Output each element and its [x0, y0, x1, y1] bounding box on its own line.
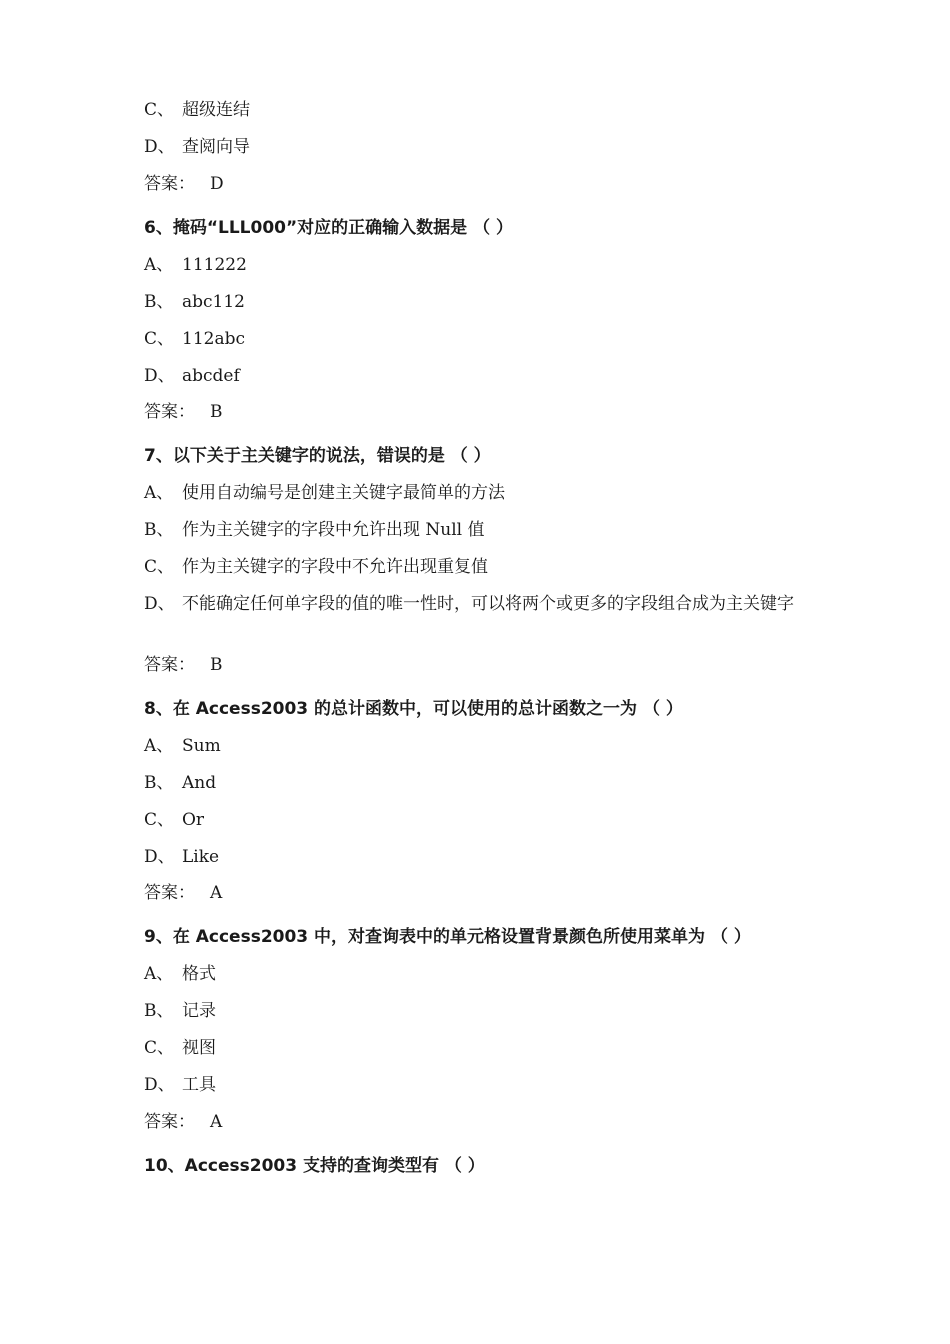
- answer-label: 答案：: [144, 1112, 195, 1132]
- answer-line: [144, 1110, 814, 1134]
- option-text: 工具: [182, 1075, 216, 1095]
- question-title: 7、以下关于主关键字的说法，错误的是 （ ）: [144, 446, 491, 466]
- option-line: [144, 253, 814, 277]
- option-text: abcdef: [182, 366, 240, 386]
- answer-value: A: [210, 1112, 223, 1132]
- option-line: [144, 962, 814, 986]
- option-letter: A、: [144, 736, 174, 756]
- answer-value: D: [210, 174, 224, 194]
- option-text: Or: [182, 810, 205, 830]
- option-letter: C、: [144, 1038, 175, 1058]
- question-title: 8、在 Access2003 的总计函数中，可以使用的总计函数之一为 （ ）: [144, 699, 683, 719]
- answer-line: [144, 172, 814, 196]
- option-letter: C、: [144, 810, 175, 830]
- option-line: [144, 734, 814, 758]
- option-letter: C、: [144, 100, 175, 120]
- option-text: Like: [182, 847, 220, 867]
- question-title: 9、在 Access2003 中，对查询表中的单元格设置背景颜色所使用菜单为 （ ）: [144, 927, 751, 947]
- option-letter: C、: [144, 329, 175, 349]
- answer-line: [144, 400, 814, 424]
- answer-value: A: [210, 883, 223, 903]
- option-text: 不能确定任何单字段的值的唯一性时，可以将两个或更多的字段组合成为主关键字: [182, 594, 794, 614]
- answer-line: [144, 881, 814, 905]
- option-text: 记录: [182, 1001, 216, 1021]
- option-text: abc112: [182, 292, 245, 312]
- option-letter: B、: [144, 773, 174, 793]
- option-letter: A、: [144, 255, 174, 275]
- option-text: 111222: [182, 255, 247, 275]
- option-line: [144, 845, 814, 869]
- option-text: Sum: [182, 736, 221, 756]
- option-line: [144, 1073, 814, 1097]
- option-letter: D、: [144, 137, 175, 157]
- answer-label: 答案：: [144, 655, 195, 675]
- option-line: [144, 771, 814, 795]
- option-letter: D、: [144, 594, 175, 614]
- option-line: [144, 290, 814, 314]
- question-title: 10、Access2003 支持的查询类型有 （ ）: [144, 1156, 485, 1176]
- option-line: [144, 98, 814, 122]
- option-line: [144, 327, 814, 351]
- answer-value: B: [210, 655, 223, 675]
- answer-label: 答案：: [144, 883, 195, 903]
- option-text: 超级连结: [182, 100, 250, 120]
- option-letter: B、: [144, 1001, 174, 1021]
- option-letter: A、: [144, 964, 174, 984]
- option-line: [144, 364, 814, 388]
- answer-label: 答案：: [144, 174, 195, 194]
- option-line: [144, 518, 814, 542]
- option-letter: B、: [144, 520, 174, 540]
- option-text: 视图: [182, 1038, 216, 1058]
- answer-value: B: [210, 402, 223, 422]
- option-text: 格式: [182, 964, 216, 984]
- option-letter: D、: [144, 366, 175, 386]
- option-line: [144, 808, 814, 832]
- option-text: 查阅向导: [182, 137, 250, 157]
- option-text: And: [182, 773, 217, 793]
- option-line: [144, 999, 814, 1023]
- option-letter: A、: [144, 483, 174, 503]
- option-text: 使用自动编号是创建主关键字最简单的方法: [182, 483, 505, 503]
- option-line: [144, 135, 814, 159]
- option-letter: B、: [144, 292, 174, 312]
- answer-line: [144, 653, 814, 677]
- option-text: 112abc: [182, 329, 245, 349]
- question-title: 6、掩码“LLL000”对应的正确输入数据是 （ ）: [144, 218, 513, 238]
- option-line: [144, 481, 814, 505]
- option-text: 作为主关键字的字段中不允许出现重复值: [182, 557, 488, 577]
- answer-label: 答案：: [144, 402, 195, 422]
- option-line: [144, 555, 814, 579]
- option-line: [144, 1036, 814, 1060]
- option-line: [144, 592, 804, 616]
- option-text: 作为主关键字的字段中允许出现 Null 值: [182, 520, 485, 540]
- option-letter: D、: [144, 1075, 175, 1095]
- option-letter: D、: [144, 847, 175, 867]
- option-letter: C、: [144, 557, 175, 577]
